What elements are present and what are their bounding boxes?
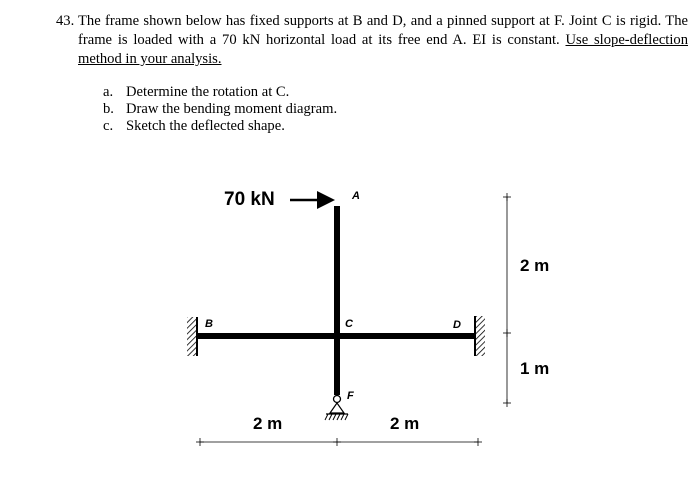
- node-label-f: F: [347, 390, 354, 402]
- dim-upper-height: 2 m: [520, 256, 550, 275]
- fixed-support-b: [187, 317, 197, 356]
- part-text: Determine the rotation at C.: [126, 84, 290, 100]
- dim-lower-height: 1 m: [520, 359, 550, 378]
- node-label-d: D: [453, 319, 461, 331]
- vertical-dimension-line: [503, 193, 511, 407]
- dim-right-span: 2 m: [390, 414, 420, 433]
- part-label: b.: [103, 101, 114, 117]
- problem-text: The frame shown below has fixed supports at B and D, and a pinned support at F. Joint C is rigid. The frame is loaded with a 70 kN horizontal load at its free end A. EI is constant.: [78, 13, 688, 48]
- node-label-c: C: [345, 318, 353, 330]
- load-arrow-icon: [290, 191, 335, 209]
- part-label: a.: [103, 84, 114, 100]
- method-note: Use slope-deflection method in your analysis.: [78, 32, 688, 67]
- part-text: Draw the bending moment diagram.: [126, 101, 338, 117]
- horizontal-dimension-line: [196, 438, 482, 446]
- node-label-b: B: [205, 318, 213, 330]
- fixed-support-d: [475, 316, 485, 356]
- part-label: c.: [103, 118, 114, 134]
- pinned-support-f: [325, 396, 348, 421]
- problem-number: 43.: [56, 13, 75, 29]
- load-label: 70 kN: [224, 189, 275, 210]
- node-label-a: A: [352, 190, 360, 202]
- dim-left-span: 2 m: [253, 414, 283, 433]
- part-text: Sketch the deflected shape.: [126, 118, 285, 134]
